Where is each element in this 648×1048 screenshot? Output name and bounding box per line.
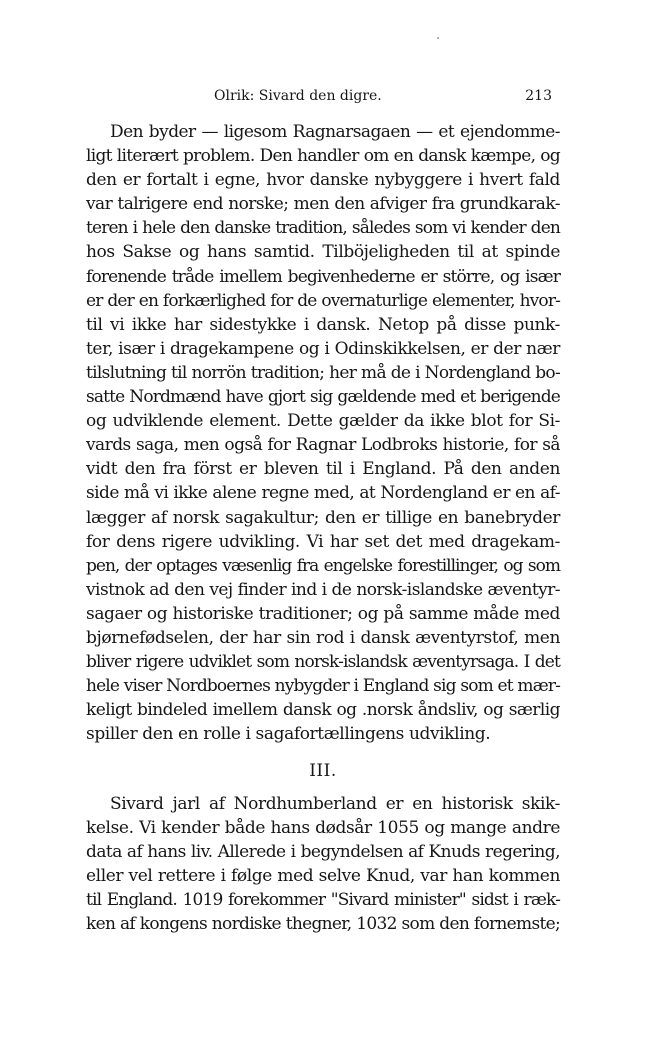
paper-speck [437, 37, 439, 39]
text-line: sagaer og historiske traditioner; og på samme måde med [86, 603, 560, 624]
text-line: hos Sakse og hans samtid. Tilböjeligheden til at spinde [86, 242, 560, 263]
text-line: side må vi ikke alene regne med, at Nordengland er en af- [86, 483, 560, 504]
text-line: forenende tråde imellem begivenhederne er större, og især [86, 266, 560, 287]
section-heading: III. [309, 761, 337, 781]
text-line: Sivard jarl af Nordhumberland er en historisk skik- [110, 794, 560, 814]
text-line: ligt literært problem. Den handler om en dansk kæmpe, og [86, 146, 560, 167]
text-line: til England. 1019 forekommer "Sivard minister" sidst i ræk- [86, 890, 560, 911]
text-line: bjørnefødselen, der har sin rod i dansk æventyrstof, men [86, 627, 560, 648]
text-line: vards saga, men også for Ragnar Lodbroks historie, for så [86, 435, 560, 456]
text-line: spiller den en rolle i sagafortællingens udvikling. [86, 724, 491, 745]
text-line: var talrigere end norske; men den afviger fra grundkarak- [86, 194, 560, 215]
text-line: satte Nordmænd have gjort sig gældende med et berigende [86, 387, 560, 408]
text-line: og udviklende element. Dette gælder da ikke blot for Si- [86, 411, 560, 432]
text-line: ter, især i dragekampene og i Odinskikkelsen, er der nær [86, 338, 560, 359]
text-line: vistnok ad den vej finder ind i de norsk-islandske æventyr- [86, 579, 560, 600]
text-line: er der en forkærlighed for de overnaturlige elementer, hvor- [86, 290, 560, 311]
text-line: eller vel rettere i følge med selve Knud, var han kommen [86, 866, 560, 887]
text-line: kelse. Vi kender både hans dødsår 1055 og mange andre [86, 818, 560, 839]
text-line: for dens rigere udvikling. Vi har set det med dragekam- [86, 531, 560, 552]
text-line: lægger af norsk sagakultur; den er tillige en banebryder [86, 507, 560, 528]
paragraph-1 [86, 120, 560, 746]
text-line: til vi ikke har sidestykke i dansk. Netop på disse punk- [86, 314, 560, 335]
running-head [86, 88, 560, 110]
text-line: tilslutning til norrön tradition; her må de i Nordengland bo- [86, 362, 560, 383]
text-line: pen, der optages væsenlig fra engelske forestillinger, og som [86, 555, 560, 576]
text-line: Den byder — ligesom Ragnarsagaen — et ejendomme- [110, 122, 560, 142]
text-line: keligt bindeled imellem dansk og .norsk åndsliv, og særlig [86, 700, 560, 721]
text-line: ken af kongens nordiske thegner, 1032 som den fornemste; [86, 914, 560, 935]
running-title: Olrik: Sivard den digre. [214, 88, 382, 104]
text-line: den er fortalt i egne, hvor danske nybyggere i hvert fald [86, 170, 560, 191]
text-line: teren i hele den danske tradition, således som vi kender den [86, 218, 560, 239]
paragraph-2 [86, 792, 560, 937]
text-line: hele viser Nordboernes nybygder i England sig som et mær- [86, 676, 560, 697]
text-line: bliver rigere udviklet som norsk-islandsk æventyrsaga. I det [86, 652, 560, 673]
text-line: data af hans liv. Allerede i begyndelsen af Knuds regering, [86, 842, 560, 863]
page-number: 213 [525, 88, 552, 104]
text-line: vidt den fra först er bleven til i England. På den anden [86, 459, 560, 480]
